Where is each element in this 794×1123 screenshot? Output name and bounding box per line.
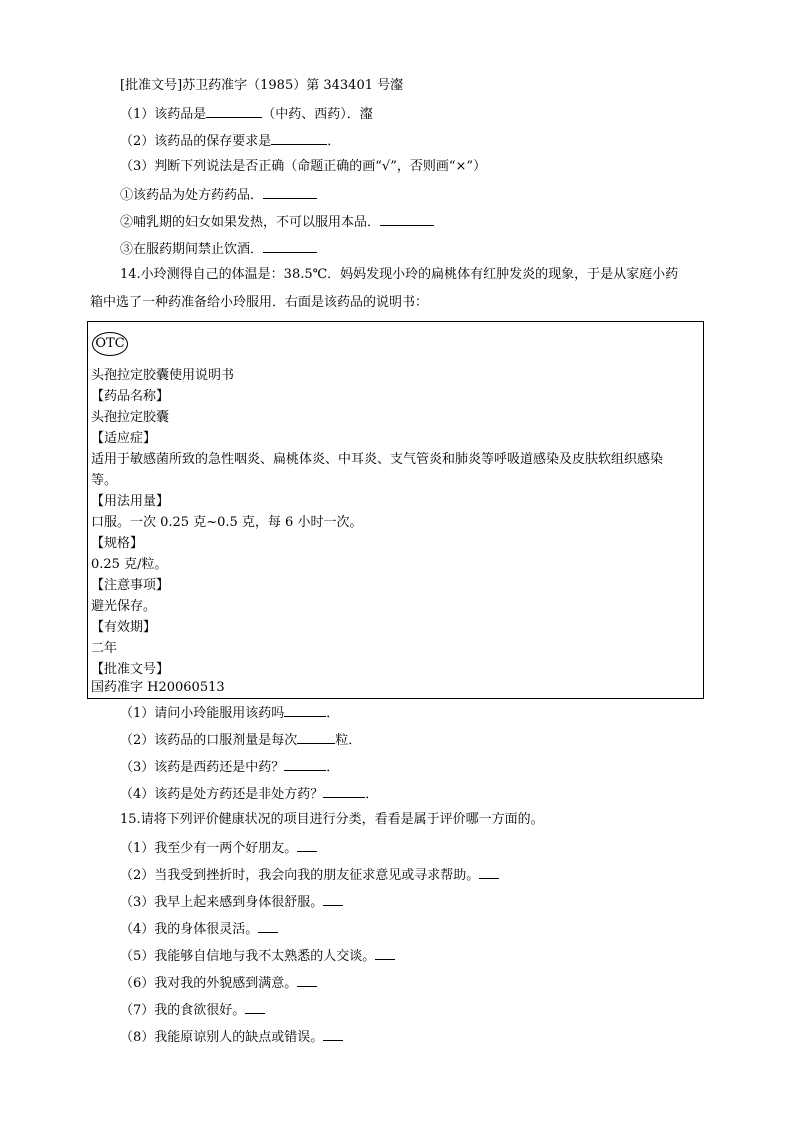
q15-item-2 [120,865,499,885]
q14-sub-2-text: （2）该药品的口服剂量是每次 [120,733,298,748]
answer-blank[interactable] [380,212,434,226]
answer-blank[interactable] [323,892,343,906]
heading-approval: 【批准文号】 [91,662,170,677]
q15-item-text: （5）我能够自信地与我不太熟悉的人交谈。 [120,949,376,964]
otc-label: OTC [95,336,125,351]
question-2 [120,131,340,151]
q15-item-4 [120,919,278,939]
validity: 二年 [91,641,118,656]
q15-item-6 [120,973,317,993]
answer-blank[interactable] [297,730,335,744]
notes: 避光保存。 [91,599,157,614]
answer-blank[interactable] [375,946,395,960]
answer-blank[interactable] [479,865,499,879]
spec: 0.25 克/粒。 [91,557,168,572]
check-mark: √ [381,159,391,174]
statement-2-text: ②哺乳期的妇女如果发热，不可以服用本品． [120,215,381,230]
q1-suffix: （中药、西药）．瀣 [262,107,373,122]
q14-sub-2-suffix: 粒． [335,733,362,748]
statement-2 [120,212,434,232]
statement-3 [120,239,317,259]
q14-sub-3 [120,757,339,777]
answer-blank[interactable] [323,784,365,798]
approval-line [120,77,403,95]
q2-text: （2）该药品的保存要求是 [120,134,272,149]
q15-item-text: （4）我的身体很灵活。 [120,922,259,937]
q15-item-5 [120,946,395,966]
heading-notes: 【注意事项】 [91,578,170,593]
heading-indications: 【适应症】 [91,431,157,446]
answer-blank[interactable] [206,104,262,118]
answer-blank[interactable] [263,239,317,253]
q15-item-3 [120,892,343,912]
answer-blank[interactable] [297,838,317,852]
q14-sub-2 [120,730,361,750]
heading-spec: 【规格】 [91,536,144,551]
answer-blank[interactable] [263,185,317,199]
cross-mark: × [455,159,467,174]
q14-sub-4-suffix: ． [365,787,379,802]
question-1 [120,104,373,124]
q14-sub-1 [120,703,339,723]
q15-intro [120,811,544,829]
q15-item-8 [120,1027,343,1047]
answer-blank[interactable] [297,973,317,987]
q2-suffix: ． [327,134,341,149]
q15-item-text: （2）当我受到挫折时，我会向我的朋友征求意见或寻求帮助。 [120,868,480,883]
q14-sub-1-text: （1）请问小玲能服用该药吗 [120,706,285,721]
drug-leaflet [87,321,704,699]
heading-dosage: 【用法用量】 [91,494,170,509]
statement-1 [120,185,317,205]
q14-line-2 [90,294,428,312]
q14-line-1 [120,266,678,284]
otc-badge [92,332,128,356]
answer-blank[interactable] [271,131,327,145]
indications-line-1: 适用于敏感菌所致的急性咽炎、扁桃体炎、中耳炎、支气管炎和肺炎等呼吸道感染及皮肤软组织感染 [91,452,664,467]
heading-validity: 【有效期】 [91,620,157,635]
q15-item-1 [120,838,317,858]
statement-1-text: ①该药品为处方药药品． [120,188,264,203]
question-3 [120,158,486,176]
q15-item-7 [120,1000,265,1020]
drug-name: 头孢拉定胶囊 [91,410,170,425]
q3-text: （3）判断下列说法是否正确（命题正确的画“ [120,159,382,174]
q14-text-2: 箱中选了一种药准备给小玲服用．右面是该药品的说明书： [90,295,429,310]
q14-text-1: 14.小玲测得自己的体温是：38.5℃．妈妈发现小玲的扁桃体有红肿发炎的现象，于是从家庭小药 [120,267,679,282]
q15-intro-text: 15.请将下列评价健康状况的项目进行分类，看看是属于评价哪一方面的。 [120,812,544,827]
heading-drug-name: 【药品名称】 [91,389,170,404]
q15-item-text: （1）我至少有一两个好朋友。 [120,841,298,856]
answer-blank[interactable] [245,1000,265,1014]
dosage: 口服。一次 0.25 克~0.5 克，每 6 小时一次。 [91,515,363,530]
q15-item-text: （7）我的食欲很好。 [120,1003,246,1018]
approval-number: 国药准字 H20060513 [91,680,225,695]
q15-item-text: （8）我能原谅别人的缺点或错误。 [120,1030,324,1045]
leaflet-title: 头孢拉定胶囊使用说明书 [91,368,235,383]
answer-blank[interactable] [284,757,326,771]
statement-3-text: ③在服药期间禁止饮酒． [120,242,264,257]
answer-blank[interactable] [323,1027,343,1041]
approval-text: [批准文号]苏卫药准字（1985）第 343401 号瀣 [120,78,404,93]
q3-end-text: ”） [466,159,487,174]
q14-sub-4-text: （4）该药是处方药还是非处方药？ [120,787,324,802]
answer-blank[interactable] [258,919,278,933]
q14-sub-4 [120,784,378,804]
q1-text: （1）该药品是 [120,107,207,122]
q14-sub-1-suffix: ． [326,706,340,721]
q15-item-text: （6）我对我的外貌感到满意。 [120,976,298,991]
indications-line-2: 等。 [91,473,118,488]
q14-sub-3-text: （3）该药是西药还是中药？ [120,760,285,775]
q3-mid-text: ”，否则画“ [390,159,456,174]
q15-item-text: （3）我早上起来感到身体很舒服。 [120,895,324,910]
q14-sub-3-suffix: ． [326,760,340,775]
answer-blank[interactable] [284,703,326,717]
